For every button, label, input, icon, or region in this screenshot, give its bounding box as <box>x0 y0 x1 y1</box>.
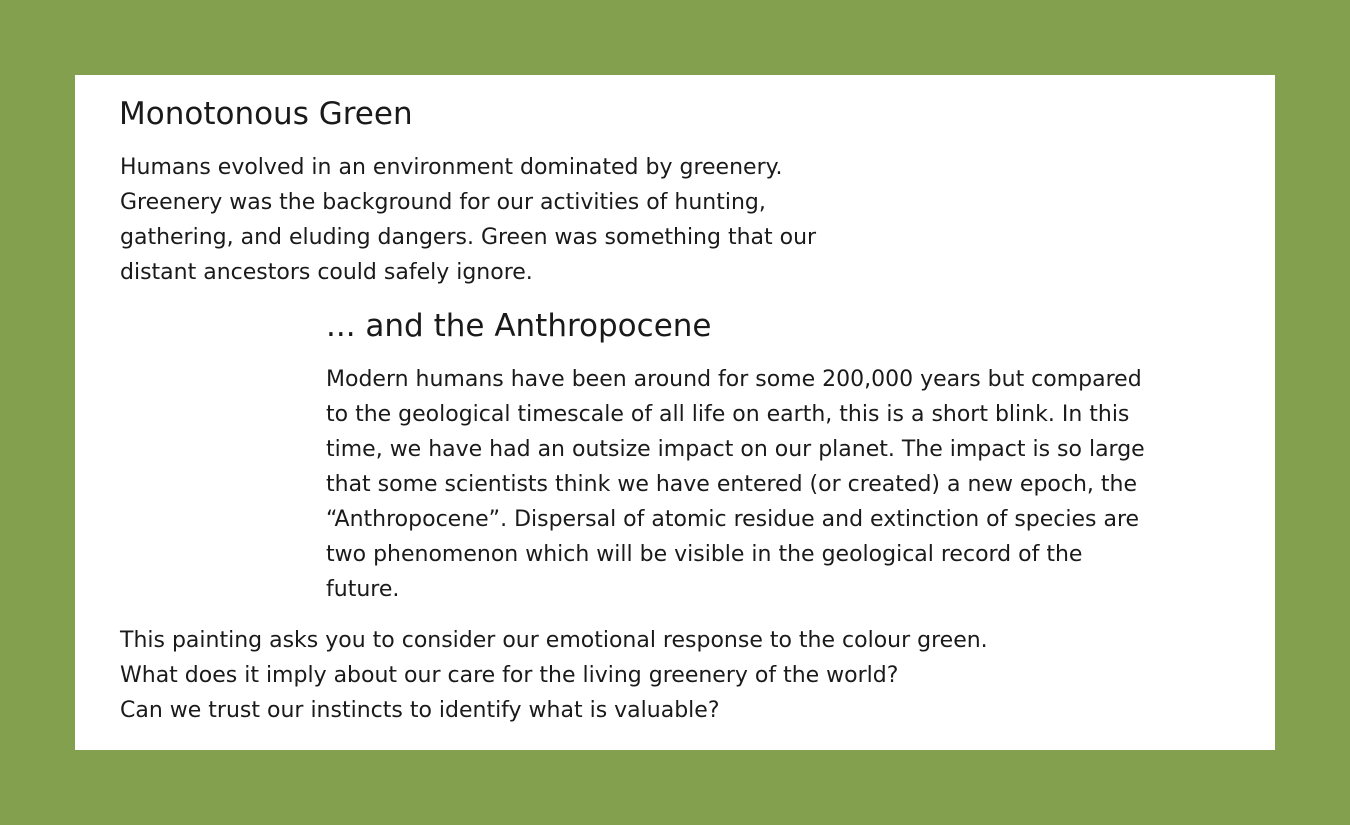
section-paragraph-monotonous-green <box>120 150 816 290</box>
section-title-monotonous-green: Monotonous Green <box>119 96 413 132</box>
paragraph-line: Greenery was the background for our activities of hunting, <box>120 190 766 215</box>
paragraph-line: time, we have had an outsize impact on our planet. The impact is so large <box>326 437 1145 462</box>
section-title-anthropocene: ... and the Anthropocene <box>326 308 712 344</box>
closing-paragraph <box>120 623 988 728</box>
paragraph-line: Humans evolved in an environment dominated by greenery. <box>120 155 783 180</box>
paragraph-line: Modern humans have been around for some 200,000 years but compared <box>326 367 1142 392</box>
text-panel <box>75 75 1275 750</box>
paragraph-line: Can we trust our instincts to identify what is valuable? <box>120 698 720 723</box>
paragraph-line: “Anthropocene”. Dispersal of atomic residue and extinction of species are <box>326 507 1140 532</box>
paragraph-line: to the geological timescale of all life on earth, this is a short blink. In this <box>326 402 1130 427</box>
paragraph-line: This painting asks you to consider our emotional response to the colour green. <box>120 628 988 653</box>
paragraph-line: future. <box>326 577 400 602</box>
paragraph-line: distant ancestors could safely ignore. <box>120 260 533 285</box>
paragraph-line: two phenomenon which will be visible in the geological record of the <box>326 542 1083 567</box>
section-paragraph-anthropocene <box>326 362 1145 607</box>
paragraph-line: gathering, and eluding dangers. Green was something that our <box>120 225 817 250</box>
paragraph-line: What does it imply about our care for the living greenery of the world? <box>120 663 899 688</box>
paragraph-line: that some scientists think we have entered (or created) a new epoch, the <box>326 472 1138 497</box>
